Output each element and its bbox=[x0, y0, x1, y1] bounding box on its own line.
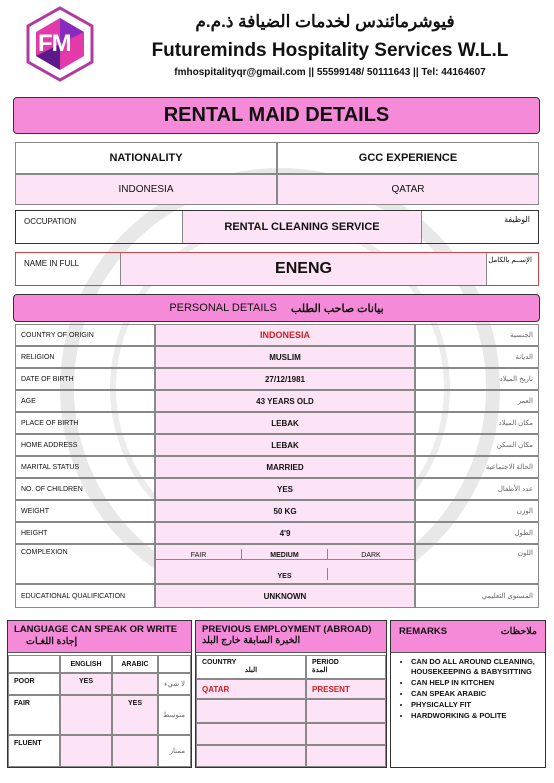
arabic-level bbox=[112, 673, 158, 695]
employment-empty bbox=[306, 745, 386, 767]
logo bbox=[22, 6, 98, 82]
english-level: YES bbox=[60, 673, 112, 695]
page-title bbox=[13, 97, 540, 134]
employment-section bbox=[195, 620, 387, 768]
complexion-dark: DARK bbox=[328, 549, 414, 560]
personal-value: YES bbox=[155, 478, 415, 500]
occupation-value-box bbox=[182, 211, 422, 243]
language-level-arabic: لا شيء bbox=[158, 673, 191, 695]
personal-arabic: العمر bbox=[415, 390, 539, 412]
personal-arabic: تاريخ الميلاد bbox=[415, 368, 539, 390]
education-value: UNKNOWN bbox=[155, 584, 415, 608]
occupation-value: RENTAL CLEANING SERVICE bbox=[224, 221, 380, 233]
remark-item: • CAN HELP IN KITCHEN bbox=[411, 678, 541, 688]
personal-value: 27/12/1981 bbox=[155, 368, 415, 390]
company-name: Futureminds Hospitality Services W.L.L bbox=[151, 40, 509, 61]
personal-arabic: الجنسية bbox=[415, 324, 539, 346]
remark-item: • HARDWORKING & POLITE bbox=[411, 711, 541, 721]
personal-label: PLACE OF BIRTH bbox=[15, 412, 155, 434]
remark-item: • PHYSICALLY FIT bbox=[411, 700, 541, 710]
personal-heading-text: PERSONAL DETAILS bbox=[169, 302, 277, 314]
country-label: COUNTRY bbox=[202, 659, 237, 666]
personal-heading-arabic: بيانات صاحب الطلب bbox=[290, 302, 384, 315]
language-level: FAIR bbox=[8, 695, 60, 735]
complexion-medium-value: YES bbox=[242, 568, 328, 580]
complexion-grid bbox=[155, 544, 415, 584]
complexion-medium: MEDIUM bbox=[242, 549, 328, 560]
personal-value: INDONESIA bbox=[155, 324, 415, 346]
personal-label: AGE bbox=[15, 390, 155, 412]
language-table bbox=[8, 655, 191, 767]
nationality-table bbox=[15, 142, 539, 205]
occupation-row bbox=[15, 210, 539, 244]
complexion-fair: FAIR bbox=[156, 549, 242, 560]
personal-arabic: الطول bbox=[415, 522, 539, 544]
personal-value: LEBAK bbox=[155, 412, 415, 434]
complexion-arabic: اللون bbox=[415, 544, 539, 584]
name-value-box bbox=[120, 253, 487, 285]
remarks-section bbox=[390, 620, 546, 768]
page-title-text: RENTAL MAID DETAILS bbox=[163, 104, 390, 126]
personal-label: HEIGHT bbox=[15, 522, 155, 544]
gcc-value: QATAR bbox=[277, 174, 539, 206]
personal-value: 50 KG bbox=[155, 500, 415, 522]
period-header bbox=[306, 655, 386, 679]
personal-label: NO. OF CHILDREN bbox=[15, 478, 155, 500]
employment-empty bbox=[306, 723, 386, 745]
personal-label: RELIGION bbox=[15, 346, 155, 368]
english-header: ENGLISH bbox=[60, 655, 112, 673]
personal-label: HOME ADDRESS bbox=[15, 434, 155, 456]
remarks-heading-arabic: ملاحظات bbox=[500, 626, 537, 637]
period-label: PERIOD bbox=[312, 659, 339, 666]
name-label: NAME IN FULL bbox=[24, 259, 80, 268]
complexion-label: COMPLEXION bbox=[15, 544, 155, 584]
english-level bbox=[60, 695, 112, 735]
language-heading-arabic: إجادة اللغـات bbox=[26, 636, 78, 647]
remarks-list bbox=[391, 657, 545, 722]
language-level-arabic: ممتاز bbox=[158, 735, 191, 767]
arabic-level bbox=[112, 735, 158, 767]
personal-value: 43 YEARS OLD bbox=[155, 390, 415, 412]
personal-arabic: الحالة الاجتماعية bbox=[415, 456, 539, 478]
personal-label: COUNTRY OF ORIGIN bbox=[15, 324, 155, 346]
language-heading-text: LANGUAGE CAN SPEAK OR WRITE bbox=[14, 624, 178, 635]
remarks-heading-text: REMARKS bbox=[399, 626, 448, 637]
personal-arabic: مكان السكن bbox=[415, 434, 539, 456]
language-level: POOR bbox=[8, 673, 60, 695]
logo-text: FM bbox=[38, 30, 71, 57]
employment-period: PRESENT bbox=[306, 679, 386, 699]
employment-empty bbox=[196, 723, 306, 745]
employment-empty bbox=[196, 745, 306, 767]
education-arabic: المستوى التعليمي bbox=[415, 584, 539, 608]
personal-arabic: الديانة bbox=[415, 346, 539, 368]
period-arabic: المدة bbox=[312, 667, 328, 674]
gcc-label: GCC EXPERIENCE bbox=[277, 142, 539, 174]
remark-item: • CAN SPEAK ARABIC bbox=[411, 689, 541, 699]
personal-label: WEIGHT bbox=[15, 500, 155, 522]
nationality-label: NATIONALITY bbox=[15, 142, 277, 174]
country-header bbox=[196, 655, 306, 679]
personal-details-heading bbox=[13, 294, 540, 322]
english-level bbox=[60, 735, 112, 767]
language-corner-right bbox=[158, 655, 191, 673]
language-level: FLUENT bbox=[8, 735, 60, 767]
employment-empty bbox=[196, 699, 306, 723]
personal-value: MUSLIM bbox=[155, 346, 415, 368]
name-row bbox=[15, 252, 539, 286]
personal-arabic: الوزن bbox=[415, 500, 539, 522]
personal-details-table bbox=[15, 324, 539, 608]
employment-heading-text: PREVIOUS EMPLOYMENT (ABROAD) bbox=[202, 624, 372, 635]
employment-empty bbox=[306, 699, 386, 723]
language-level-arabic: متوسط bbox=[158, 695, 191, 735]
employment-country: QATAR bbox=[196, 679, 306, 699]
personal-label: MARITAL STATUS bbox=[15, 456, 155, 478]
name-arabic: الإســم بالكامل bbox=[488, 257, 532, 264]
arabic-level: YES bbox=[112, 695, 158, 735]
personal-arabic: مكان الميلاد bbox=[415, 412, 539, 434]
personal-value: MARRIED bbox=[155, 456, 415, 478]
personal-value: 4'9 bbox=[155, 522, 415, 544]
name-value: ENENG bbox=[275, 260, 332, 277]
company-name-arabic: فيوشرمائندس لخدمات الضيافة ذ.م.م bbox=[195, 12, 455, 31]
personal-label: DATE OF BIRTH bbox=[15, 368, 155, 390]
language-corner bbox=[8, 655, 60, 673]
employment-heading bbox=[196, 621, 386, 653]
occupation-label: OCCUPATION bbox=[24, 217, 77, 226]
remark-item: • CAN DO ALL AROUND CLEANING, HOUSEKEEPING & BABYSITTING bbox=[411, 657, 541, 677]
contact-line: fmhospitalityqr@gmail.com || 55599148/ 50111643 || Tel: 44164607 bbox=[174, 67, 486, 78]
employment-table bbox=[196, 655, 386, 767]
employment-heading-arabic: الخبرة السابقة خارج البلد bbox=[202, 635, 301, 646]
personal-value: LEBAK bbox=[155, 434, 415, 456]
language-heading bbox=[8, 621, 191, 653]
nationality-value: INDONESIA bbox=[15, 174, 277, 206]
remarks-heading bbox=[391, 621, 545, 653]
arabic-header: ARABIC bbox=[112, 655, 158, 673]
language-section bbox=[7, 620, 192, 768]
country-arabic: البلد bbox=[244, 667, 258, 674]
education-label: EDUCATIONAL QUALIFICATION bbox=[15, 584, 155, 608]
personal-arabic: عدد الأطفال bbox=[415, 478, 539, 500]
occupation-arabic: الوظيفة bbox=[504, 215, 530, 224]
